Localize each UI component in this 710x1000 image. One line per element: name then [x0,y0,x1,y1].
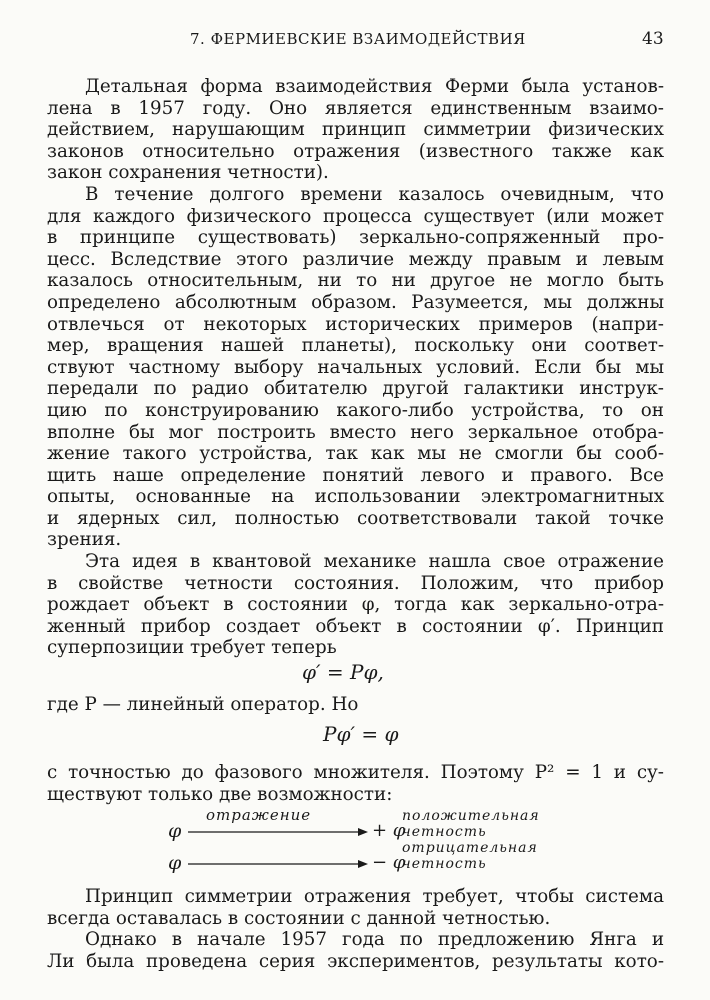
text-line: в принципе существовать) зеркально-сопряженный про- [47,227,664,249]
text-line: В течение долгого времени казалось очевидным, что [85,183,664,205]
text-line: Эта идея в квантовой механике нашла свое отражение [85,551,664,573]
text-line: отвлечься от некоторых исторических примеров (напри- [47,313,664,335]
paragraph-block-3 [47,886,664,972]
running-head: 7. ФЕРМИЕВСКИЕ ВЗАИМОДЕЙСТВИЯ [190,30,526,48]
note-negative [402,840,538,872]
text-line: женный прибор создает объект в состоянии φ′. Принцип [47,615,664,637]
note-negative-line-2: четность [402,856,487,872]
text-line: суперпозиции требует теперь [47,637,337,659]
text-line: цию по конструированию какого-либо устройства, то он [47,399,664,421]
text-line: ствуют частному выбору начальных условий. Если бы мы [47,356,664,378]
result-positive: + φ [372,820,406,841]
paragraph-block-1 [47,76,664,659]
text-line: жение такого устройства, так как мы не смогли бы сооб- [47,443,664,465]
text-line: цесс. Вследствие этого различие между правым и левым [47,248,664,270]
text-line: казалось относительным, ни то ни другое не могло быть [47,270,664,292]
phi-symbol: φ [168,852,182,874]
text-line: где P — линейный оператор. Но [47,694,359,715]
page-number: 43 [642,29,664,49]
text-line: вполне бы мог построить вместо него зеркальное отобра- [47,421,664,443]
text-line: щить наше определение понятий левого и правого. Все [47,464,664,486]
text-line: Однако в начале 1957 года по предложению Янга и [85,929,664,951]
text-line: Принцип симметрии отражения требует, чтобы система [85,886,664,907]
text-line: передали по радио обитателю другой галактики инструк- [47,378,664,400]
scheme-row-negative [150,840,570,880]
note-positive-line-1: положительная [402,808,540,824]
note-negative-line-1: отрицательная [402,840,538,856]
formula-inverse: Pφ′ = φ [323,722,399,746]
text-line: и ядерных сил, полностью соответствовали такой точке [47,507,664,529]
text-line: всегда оставалась в состоянии с данной четностью. [47,907,551,929]
text-line: зрения. [47,529,122,551]
text-line: Детальная форма взаимодействия Ферми была установ- [85,76,664,97]
text-line: с точностью до фазового множителя. Поэтому P² = 1 и су- [47,762,664,783]
note-positive-line-2: четность [402,824,487,840]
text-line: закон сохранения четности). [47,162,329,184]
text-line: опыты, основанные на использовании электромагнитных [47,486,664,508]
parity-scheme [150,808,570,888]
text-line: законов относительно отражения (известного также как [47,140,664,162]
text-line: определено абсолютным образом. Разумеется, мы должны [47,291,664,313]
text-line: в свойстве четности состояния. Положим, что прибор [47,572,664,594]
paragraph-block-2 [47,762,664,805]
text-line: действием, нарушающим принцип симметрии физических [47,119,664,141]
text-line: для каждого физического процесса существует (или может [47,205,664,227]
text-line: Ли была проведена серия экспериментов, результаты кото- [47,950,664,972]
paragraph-where [47,694,664,716]
text-line: лена в 1957 году. Оно является единственным взаимо- [47,97,664,119]
arrow-label: отражение [206,806,312,824]
text-line: ществуют только две возможности: [47,783,393,805]
note-positive [402,808,540,840]
text-line: рождает объект в состоянии φ, тогда как зеркально-отра- [47,594,664,616]
formula-parity-operator: φ′ = Pφ, [302,660,384,684]
text-line: мер, вращения нашей планеты), поскольку они соответ- [47,335,664,357]
result-negative: − φ [372,852,406,873]
phi-symbol: φ [168,820,182,842]
